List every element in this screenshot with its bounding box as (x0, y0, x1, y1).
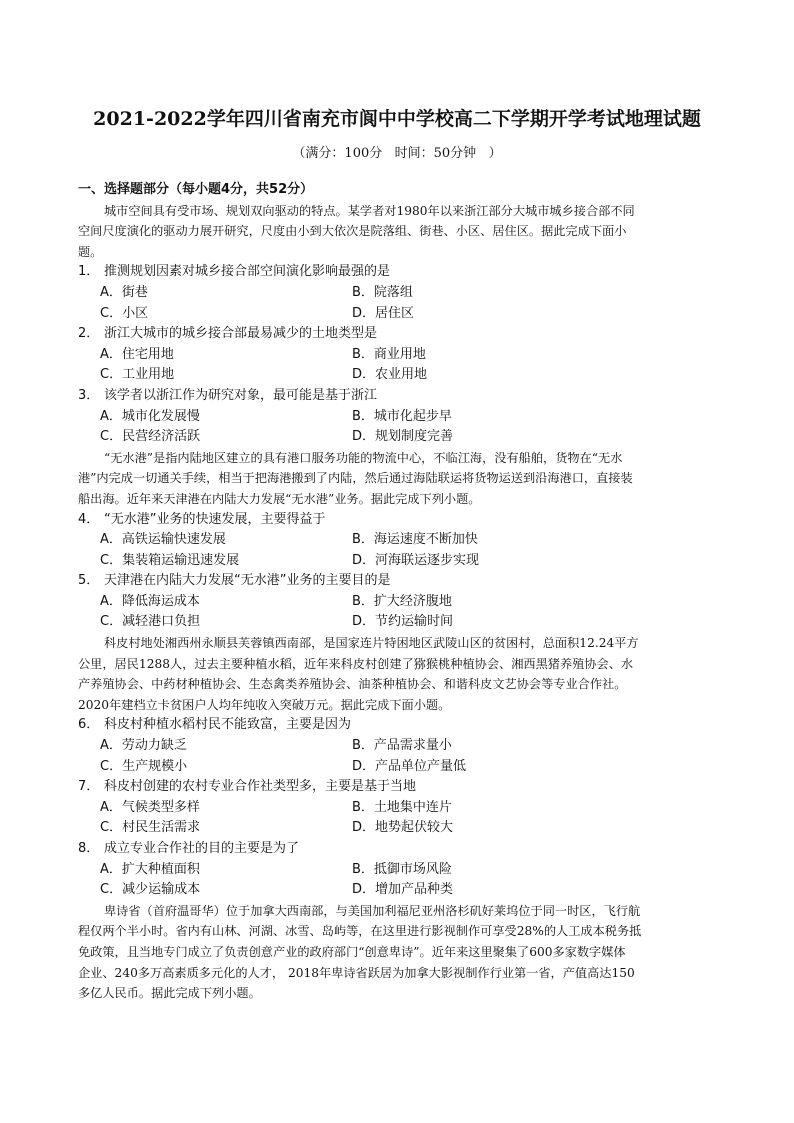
exam-content (78, 180, 718, 1004)
question-2-options-row (78, 345, 718, 366)
passage-1-line: 题。 (78, 244, 103, 259)
option-d: D．居住区 (352, 305, 415, 321)
option-c: C．小区 (100, 305, 149, 321)
option-c: C．减少运输成本 (100, 882, 201, 898)
exam-title: 2021-2022学年四川省南充市阆中中学校高二下学期开学考试地理试题 (93, 108, 701, 130)
question-text: “无水港”业务的快速发展，主要得益于 (104, 511, 326, 527)
question-3 (78, 386, 718, 407)
passage-1-line: 城市空间具有受市场、规划双向驱动的特点。某学者对1980年以来浙江部分大城市城乡接合部不同 (104, 203, 635, 218)
question-5-options-row (78, 592, 718, 613)
question-text: 成立专业合作社的目的主要是为了 (104, 841, 300, 856)
question-6-options-row (78, 736, 718, 757)
passage-4-line: 卑诗省（首府温哥华）位于加拿大西南部，与美国加利福尼亚州洛杉矶好莱坞位于同一时区，飞行航 (104, 903, 641, 918)
question-8-options-row (78, 880, 718, 901)
question-6-options-row (78, 757, 718, 778)
question-number: 1． (78, 264, 100, 280)
exam-subtitle: （满分：100分 时间：50分钟 ） (292, 146, 502, 161)
option-b: B．海运速度不断加快 (352, 532, 478, 548)
question-5-options-row (78, 612, 718, 633)
question-3-options-row (78, 407, 718, 428)
question-number: 6． (78, 717, 100, 733)
option-c: C．减轻港口负担 (100, 614, 201, 630)
question-4-options-row (78, 551, 718, 572)
option-d: D．河海联运逐步实现 (352, 552, 480, 568)
option-d: D．增加产品种类 (352, 882, 454, 898)
option-d: D．规划制度完善 (352, 429, 454, 445)
option-a: A．劳动力缺乏 (100, 738, 187, 754)
question-text: 浙江大城市的城乡接合部最易减少的土地类型是 (104, 326, 378, 342)
option-c: C．工业用地 (100, 367, 175, 383)
question-4-options-row (78, 530, 718, 551)
question-2-options-row (78, 365, 718, 386)
question-2 (78, 324, 718, 345)
question-7 (78, 777, 718, 798)
question-8-options-row (78, 860, 718, 881)
question-1-options-row (78, 304, 718, 325)
question-text: 推测规划因素对城乡接合部空间演化影响最强的是 (104, 264, 391, 280)
passage-3-line: 2020年建档立卡贫困户人均年纯收入突破万元。据此完成下面小题。 (78, 697, 451, 712)
option-d: D．地势起伏较大 (352, 820, 454, 836)
question-number: 7． (78, 779, 100, 795)
option-a: A．街巷 (100, 284, 148, 300)
option-d: D．产品单位产量低 (352, 758, 467, 774)
question-number: 8． (78, 841, 100, 856)
option-c: C．民营经济活跃 (100, 429, 201, 445)
passage-4-line: 程仅两个半小时。省内有山林、河湖、冰雪、岛屿等，在这里进行影视制作可享受28%的人工成本税务抵 (78, 924, 642, 939)
question-number: 2． (78, 326, 100, 342)
passage-4-line: 企业、240多万高素质多元化的人才， 2018年卑诗省跃居为加拿大影视制作行业第一省，产值高达150 (78, 965, 635, 980)
question-1-options-row (78, 283, 718, 304)
section-heading: 一、选择题部分（每小题4分，共52分） (78, 182, 314, 197)
option-c: C．生产规模小 (100, 758, 188, 774)
question-7-options-row (78, 798, 718, 819)
passage-3-line: 产养殖协会、中药材种植协会、生态禽类养殖协会、油茶种植协会、和谐科皮文艺协会等专业合作社。 (78, 677, 627, 692)
passage-2-line: 船出海。近年来天津港在内陆大力发展“无水港”业务。据此完成下列小题。 (78, 491, 481, 506)
option-b: B．城市化起步早 (352, 408, 452, 424)
passage-4-line: 免政策，且当地专门成立了负责创意产业的政府部门“创意卑诗”。近年来这里聚集了600多家数字媒体 (78, 944, 626, 959)
option-c: C．集装箱运输迅速发展 (100, 552, 240, 568)
option-b: B．商业用地 (352, 346, 426, 362)
passage-1-line: 空间尺度演化的驱动力展开研究，尺度由小到大依次是院落组、街巷、小区、居住区。据此完成下面小 (78, 224, 627, 239)
option-a: A．城市化发展慢 (100, 408, 200, 424)
question-number: 3． (78, 387, 100, 403)
question-number: 5． (78, 573, 100, 589)
option-d: D．农业用地 (352, 367, 428, 383)
question-3-options-row (78, 427, 718, 448)
passage-3-line: 公里，居民1288人，过去主要种植水稻，近年来科皮村创建了猕猴桃种植协会、湘西黑猪养殖协会、水 (78, 656, 634, 671)
option-b: B．院落组 (352, 284, 413, 300)
option-a: A．住宅用地 (100, 346, 174, 362)
option-b: B．产品需求量小 (352, 738, 452, 754)
question-4 (78, 510, 718, 531)
question-text: 该学者以浙江作为研究对象，最可能是基于浙江 (104, 387, 378, 403)
option-b: B．扩大经济腹地 (352, 593, 452, 609)
question-1 (78, 262, 718, 283)
question-number: 4． (78, 511, 100, 527)
question-7-options-row (78, 818, 718, 839)
option-d: D．节约运输时间 (352, 614, 454, 630)
question-8 (78, 839, 718, 860)
option-c: C．村民生活需求 (100, 820, 201, 836)
question-5 (78, 571, 718, 592)
passage-2-line: “无水港”是指内陆地区建立的具有港口服务功能的物流中心，不临江海，没有船舶，货物在“无水 (104, 450, 623, 465)
question-text: 科皮村种植水稻村民不能致富，主要是因为 (104, 717, 352, 733)
question-text: 天津港在内陆大力发展“无水港”业务的主要目的是 (104, 573, 391, 589)
passage-3-line: 科皮村地处湘西州永顺县芙蓉镇西南部，是国家连片特困地区武陵山区的贫困村，总面积12.24平方 (104, 636, 639, 651)
option-a: A．扩大种植面积 (100, 861, 200, 877)
question-text: 科皮村创建的农村专业合作社类型多，主要是基于当地 (104, 779, 417, 795)
option-a: A．降低海运成本 (100, 593, 200, 609)
question-6 (78, 715, 718, 736)
option-a: A．气候类型多样 (100, 799, 200, 815)
passage-2-line: 港”内完成一切通关手续，相当于把海港搬到了内陆，然后通过海陆联运将货物运送到沿海港口，直接装 (78, 471, 633, 486)
option-b: B．抵御市场风险 (352, 861, 452, 877)
option-b: B．土地集中连片 (352, 799, 452, 815)
passage-4-line: 多亿人民币。据此完成下列小题。 (78, 986, 261, 1001)
option-a: A．高铁运输快速发展 (100, 532, 226, 548)
